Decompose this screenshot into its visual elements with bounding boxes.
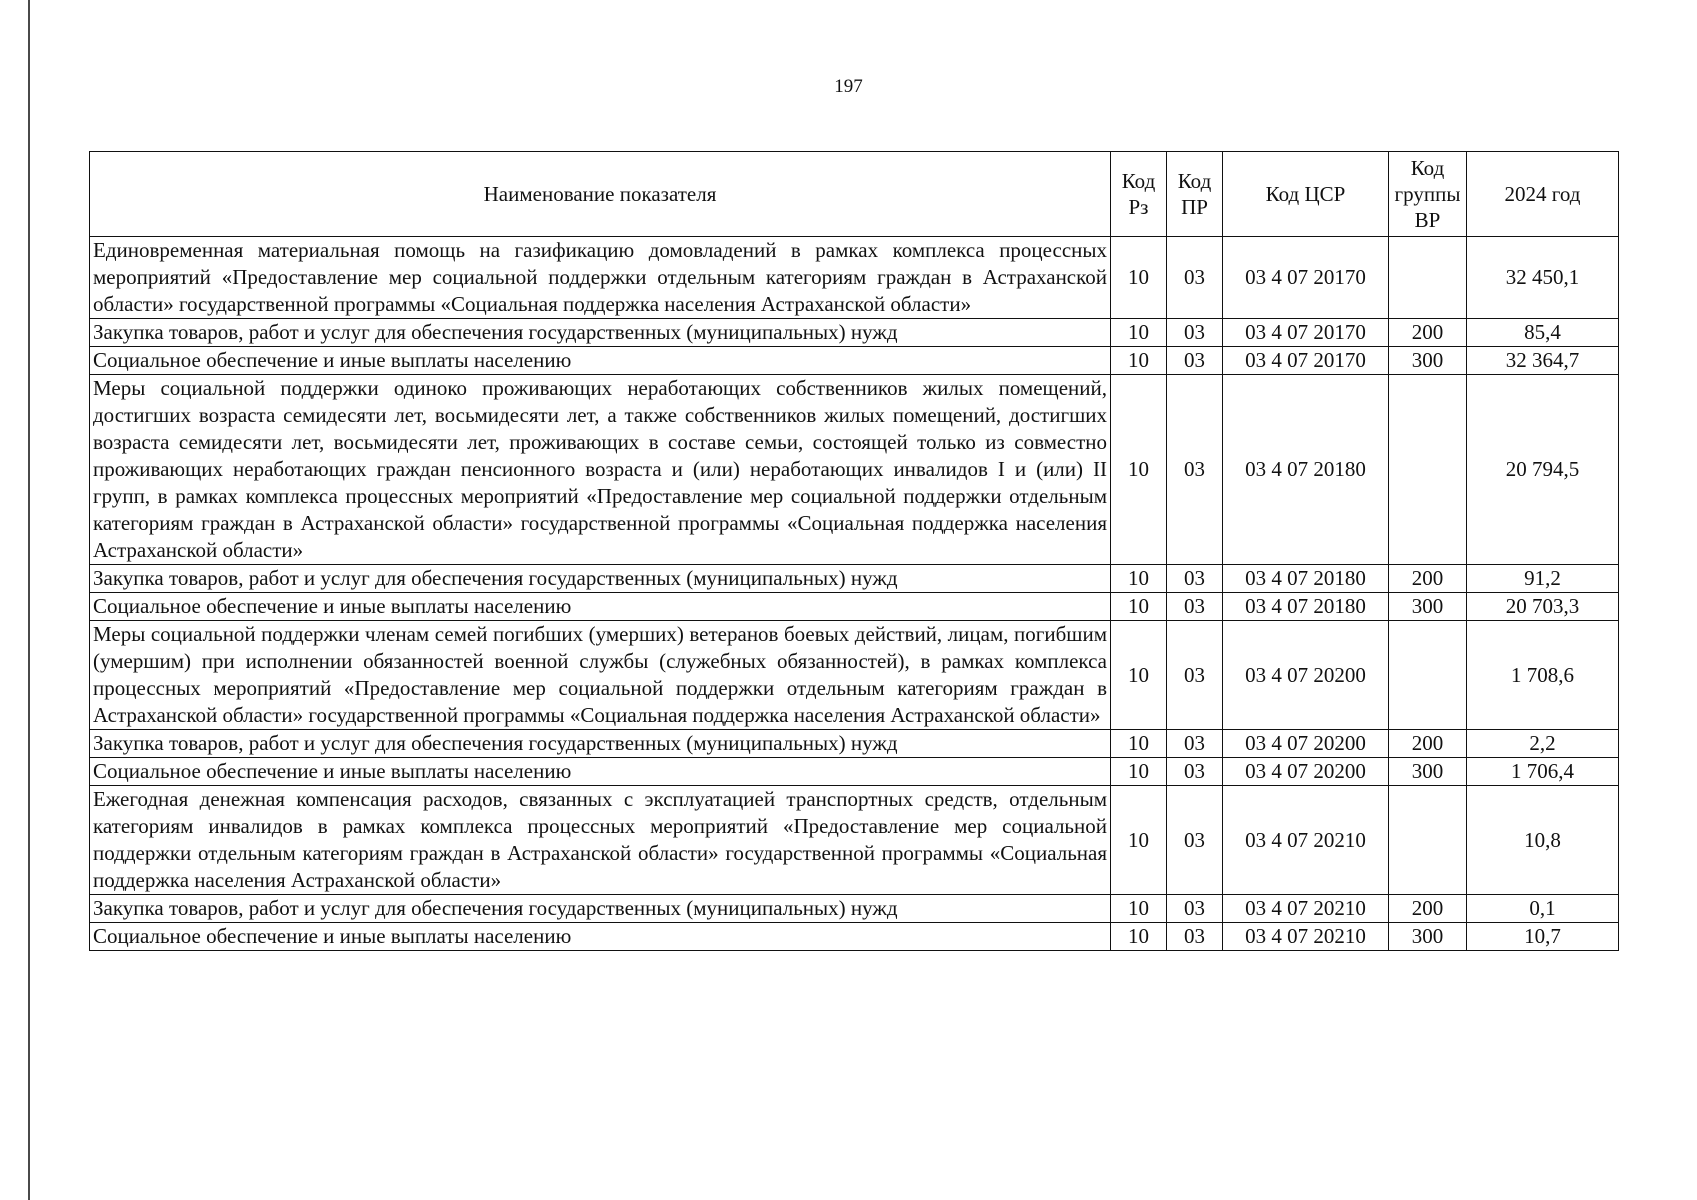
row-csr: 03 4 07 20210	[1223, 895, 1389, 923]
row-vr: 300	[1389, 758, 1467, 786]
row-amount: 10,8	[1467, 786, 1619, 895]
header-csr: Код ЦСР	[1223, 152, 1389, 237]
row-name: Социальное обеспечение и иные выплаты населению	[90, 758, 1111, 786]
row-name: Закупка товаров, работ и услуг для обеспечения государственных (муниципальных) нужд	[90, 895, 1111, 923]
table-row	[90, 347, 1619, 375]
row-csr: 03 4 07 20210	[1223, 923, 1389, 951]
row-pr: 03	[1167, 593, 1223, 621]
row-rz: 10	[1111, 621, 1167, 730]
row-name: Социальное обеспечение и иные выплаты населению	[90, 923, 1111, 951]
row-amount: 1 706,4	[1467, 758, 1619, 786]
row-pr: 03	[1167, 786, 1223, 895]
header-vr: Код группы ВР	[1389, 152, 1467, 237]
page-number: 197	[834, 76, 863, 97]
row-name: Закупка товаров, работ и услуг для обеспечения государственных (муниципальных) нужд	[90, 730, 1111, 758]
row-name: Закупка товаров, работ и услуг для обеспечения государственных (муниципальных) нужд	[90, 319, 1111, 347]
row-name: Меры социальной поддержки членам семей погибших (умерших) ветеранов боевых действий, лицам, погибшим (умершим) при исполнении обязанностей военной службы (служебных обязанностей), в рамках комплекса процессных мероприятий «Предоставление мер социальной поддержки отдельным категориям граждан в Астраханской области» государственной программы «Социальная поддержка населения Астраханской области»	[90, 621, 1111, 730]
row-csr: 03 4 07 20180	[1223, 375, 1389, 565]
row-amount: 1 708,6	[1467, 621, 1619, 730]
table-header-row	[90, 152, 1619, 237]
row-pr: 03	[1167, 565, 1223, 593]
header-rz: Код Рз	[1111, 152, 1167, 237]
row-amount: 10,7	[1467, 923, 1619, 951]
row-amount: 0,1	[1467, 895, 1619, 923]
row-rz: 10	[1111, 237, 1167, 319]
row-pr: 03	[1167, 923, 1223, 951]
row-rz: 10	[1111, 895, 1167, 923]
table-row	[90, 786, 1619, 895]
row-amount: 85,4	[1467, 319, 1619, 347]
row-rz: 10	[1111, 319, 1167, 347]
row-rz: 10	[1111, 923, 1167, 951]
row-name: Единовременная материальная помощь на газификацию домовладений в рамках комплекса процессных мероприятий «Предоставление мер социальной поддержки отдельным категориям граждан в Астраханской области» государственной программы «Социальная поддержка населения Астраханской области»	[90, 237, 1111, 319]
row-pr: 03	[1167, 758, 1223, 786]
row-name: Социальное обеспечение и иные выплаты населению	[90, 347, 1111, 375]
scan-edge-line	[28, 0, 30, 1200]
row-vr	[1389, 786, 1467, 895]
row-amount: 20 703,3	[1467, 593, 1619, 621]
row-csr: 03 4 07 20200	[1223, 621, 1389, 730]
row-pr: 03	[1167, 237, 1223, 319]
header-pr: Код ПР	[1167, 152, 1223, 237]
row-rz: 10	[1111, 786, 1167, 895]
row-vr: 200	[1389, 319, 1467, 347]
row-csr: 03 4 07 20180	[1223, 593, 1389, 621]
row-vr	[1389, 237, 1467, 319]
row-rz: 10	[1111, 565, 1167, 593]
row-name: Закупка товаров, работ и услуг для обеспечения государственных (муниципальных) нужд	[90, 565, 1111, 593]
row-amount: 2,2	[1467, 730, 1619, 758]
row-vr: 300	[1389, 923, 1467, 951]
row-amount: 20 794,5	[1467, 375, 1619, 565]
row-rz: 10	[1111, 593, 1167, 621]
row-csr: 03 4 07 20210	[1223, 786, 1389, 895]
row-vr: 200	[1389, 730, 1467, 758]
row-pr: 03	[1167, 375, 1223, 565]
table-row	[90, 237, 1619, 319]
row-vr: 200	[1389, 895, 1467, 923]
table-row	[90, 593, 1619, 621]
row-name: Ежегодная денежная компенсация расходов, связанных с эксплуатацией транспортных средств, отдельным категориям инвалидов в рамках комплекса процессных мероприятий «Предоставление мер социальной поддержки отдельным категориям граждан в Астраханской области» государственной программы «Социальная поддержка населения Астраханской области»	[90, 786, 1111, 895]
row-rz: 10	[1111, 375, 1167, 565]
row-pr: 03	[1167, 730, 1223, 758]
row-pr: 03	[1167, 347, 1223, 375]
row-rz: 10	[1111, 730, 1167, 758]
table-row	[90, 923, 1619, 951]
row-amount: 32 450,1	[1467, 237, 1619, 319]
row-csr: 03 4 07 20170	[1223, 237, 1389, 319]
table-row	[90, 375, 1619, 565]
table-row	[90, 758, 1619, 786]
row-csr: 03 4 07 20200	[1223, 730, 1389, 758]
row-amount: 91,2	[1467, 565, 1619, 593]
table-row	[90, 730, 1619, 758]
table-row	[90, 895, 1619, 923]
row-vr	[1389, 621, 1467, 730]
row-csr: 03 4 07 20170	[1223, 347, 1389, 375]
row-vr: 200	[1389, 565, 1467, 593]
row-name: Меры социальной поддержки одиноко проживающих неработающих собственников жилых помещений, достигших возраста семидесяти лет, восьмидесяти лет, а также собственников жилых помещений, достигших возраста семидесяти лет, восьмидесяти лет, проживающих в составе семьи, состоящей только из совместно проживающих неработающих граждан пенсионного возраста и (или) неработающих инвалидов I и (или) II групп, в рамках комплекса процессных мероприятий «Предоставление мер социальной поддержки отдельным категориям граждан в Астраханской области» государственной программы «Социальная поддержка населения Астраханской области»	[90, 375, 1111, 565]
row-rz: 10	[1111, 347, 1167, 375]
row-csr: 03 4 07 20200	[1223, 758, 1389, 786]
row-pr: 03	[1167, 895, 1223, 923]
row-vr	[1389, 375, 1467, 565]
row-vr: 300	[1389, 347, 1467, 375]
row-amount: 32 364,7	[1467, 347, 1619, 375]
row-csr: 03 4 07 20170	[1223, 319, 1389, 347]
row-csr: 03 4 07 20180	[1223, 565, 1389, 593]
header-name: Наименование показателя	[90, 152, 1111, 237]
table-row	[90, 621, 1619, 730]
row-vr: 300	[1389, 593, 1467, 621]
row-pr: 03	[1167, 621, 1223, 730]
row-rz: 10	[1111, 758, 1167, 786]
row-name: Социальное обеспечение и иные выплаты населению	[90, 593, 1111, 621]
table-row	[90, 565, 1619, 593]
budget-table	[89, 151, 1619, 951]
header-year: 2024 год	[1467, 152, 1619, 237]
table-row	[90, 319, 1619, 347]
row-pr: 03	[1167, 319, 1223, 347]
